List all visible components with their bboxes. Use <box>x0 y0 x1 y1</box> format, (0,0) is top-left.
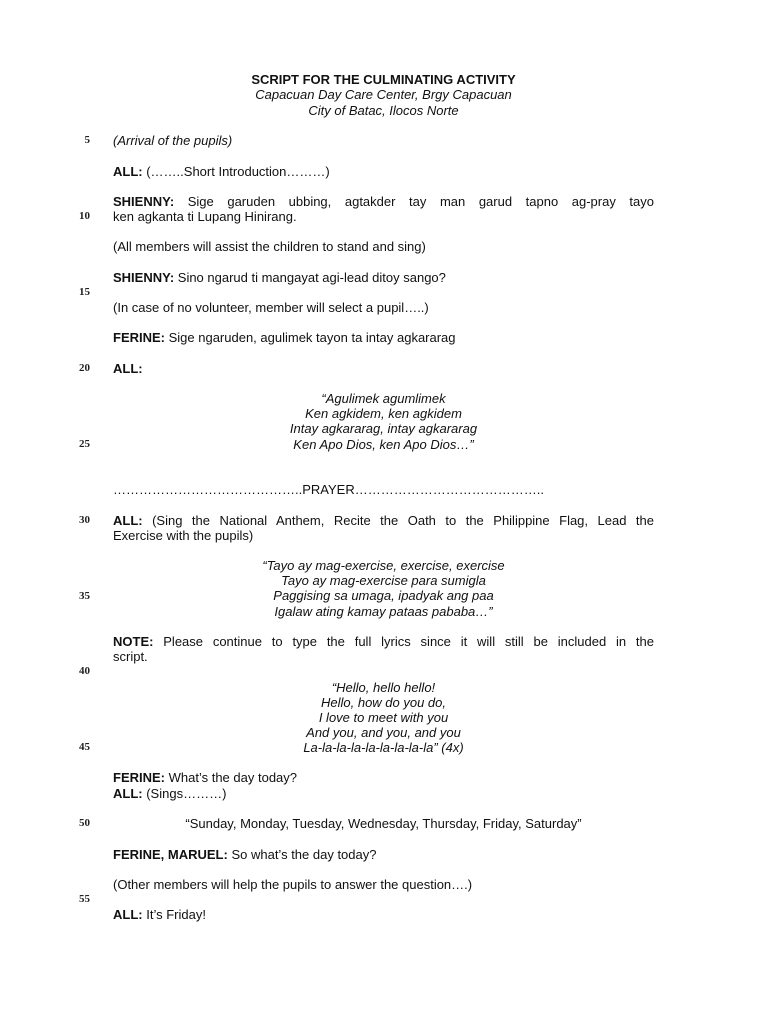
dialogue-line <box>113 513 654 528</box>
line-number: 50 <box>79 817 90 829</box>
dialogue-text: So what’s the day today? <box>227 847 377 862</box>
lyric-line: Ken Apo Dios, ken Apo Dios…” <box>293 437 474 452</box>
line-number: 20 <box>79 362 90 374</box>
note-label: NOTE: <box>113 634 154 649</box>
dialogue-text: (……..Short Introduction………) <box>142 164 330 179</box>
speaker-name: ALL: <box>113 164 143 179</box>
speaker-name: SHIENNY: <box>113 194 175 209</box>
line-number: 30 <box>79 514 90 526</box>
dialogue-text: What’s the day today? <box>165 770 298 785</box>
speaker-name: FERINE, MARUEL: <box>113 847 228 862</box>
line-number: 10 <box>79 210 90 222</box>
lyric-line: Hello, how do you do, <box>320 695 447 710</box>
dialogue-line <box>113 847 654 862</box>
line-number: 45 <box>79 741 90 753</box>
dialogue-line <box>113 330 654 345</box>
note-text: Please continue to type the full lyrics since it will still be included in the <box>153 634 654 649</box>
dialogue-text: (Sings………) <box>142 786 227 801</box>
line-number: 55 <box>79 893 90 905</box>
stage-direction: (Arrival of the pupils) <box>113 133 233 148</box>
dialogue-text: Sino ngarud ti mangayat agi-lead ditoy sango? <box>174 270 446 285</box>
dialogue-continuation: ken agkanta ti Lupang Hinirang. <box>113 209 297 224</box>
lyric-line: I love to meet with you <box>318 710 449 725</box>
lyric-line: “Tayo ay mag-exercise, exercise, exercise <box>262 558 505 573</box>
speaker-name: ALL: <box>113 361 143 376</box>
dialogue-line <box>113 770 654 785</box>
lyric-line: “Agulimek agumlimek <box>321 391 446 406</box>
stage-direction: (Other members will help the pupils to answer the question….) <box>113 877 473 892</box>
line-number: 25 <box>79 438 90 450</box>
dialogue-line <box>113 907 654 922</box>
header-location: Capacuan Day Care Center, Brgy Capacuan <box>255 87 512 102</box>
stage-direction: (In case of no volunteer, member will select a pupil…..) <box>113 300 429 315</box>
lyric-line: La-la-la-la-la-la-la-la-la” (4x) <box>303 740 464 755</box>
dialogue-text: (Sing the National Anthem, Recite the Oath to the Philippine Flag, Lead the <box>142 513 654 528</box>
note-line <box>113 634 654 649</box>
lyric-line: Igalaw ating kamay pataas pababa…” <box>274 604 493 619</box>
dialogue-text: Sige garuden ubbing, agtakder tay man garud tapno ag-pray tayo <box>174 194 654 209</box>
dialogue-text: It’s Friday! <box>142 907 206 922</box>
speaker-name: FERINE: <box>113 330 165 345</box>
stage-direction: (All members will assist the children to stand and sing) <box>113 239 426 254</box>
lyric-line: Tayo ay mag-exercise para sumigla <box>281 573 486 588</box>
speaker-name: SHIENNY: <box>113 270 175 285</box>
lyric-line: And you, and you, and you <box>306 725 461 740</box>
lyric-line: Ken agkidem, ken agkidem <box>305 406 462 421</box>
line-number: 5 <box>84 134 90 146</box>
dialogue-line <box>113 786 654 801</box>
lyric-line: Intay agkararag, intay agkararag <box>289 421 478 436</box>
speaker-name: FERINE: <box>113 770 165 785</box>
lyric-line: “Hello, hello hello! <box>331 680 436 695</box>
prayer-divider: ……………………………………..PRAYER…………………………………….. <box>113 482 544 497</box>
document-title: SCRIPT FOR THE CULMINATING ACTIVITY <box>251 72 516 87</box>
line-number: 15 <box>79 286 90 298</box>
line-number: 40 <box>79 665 90 677</box>
speaker-name: ALL: <box>113 786 143 801</box>
speaker-name: ALL: <box>113 513 143 528</box>
dialogue-continuation: Exercise with the pupils) <box>113 528 254 543</box>
dialogue-line <box>113 164 654 179</box>
dialogue-line <box>113 361 654 376</box>
speaker-name: ALL: <box>113 907 143 922</box>
dialogue-line <box>113 194 654 209</box>
lyric-line: Paggising sa umaga, ipadyak ang paa <box>273 588 494 603</box>
note-continuation: script. <box>113 649 148 664</box>
header-city: City of Batac, Ilocos Norte <box>308 103 459 118</box>
days-line: “Sunday, Monday, Tuesday, Wednesday, Thursday, Friday, Saturday” <box>185 816 582 831</box>
dialogue-text: Sige ngaruden, agulimek tayon ta intay agkararag <box>165 330 456 345</box>
dialogue-line <box>113 270 654 285</box>
line-number: 35 <box>79 590 90 602</box>
